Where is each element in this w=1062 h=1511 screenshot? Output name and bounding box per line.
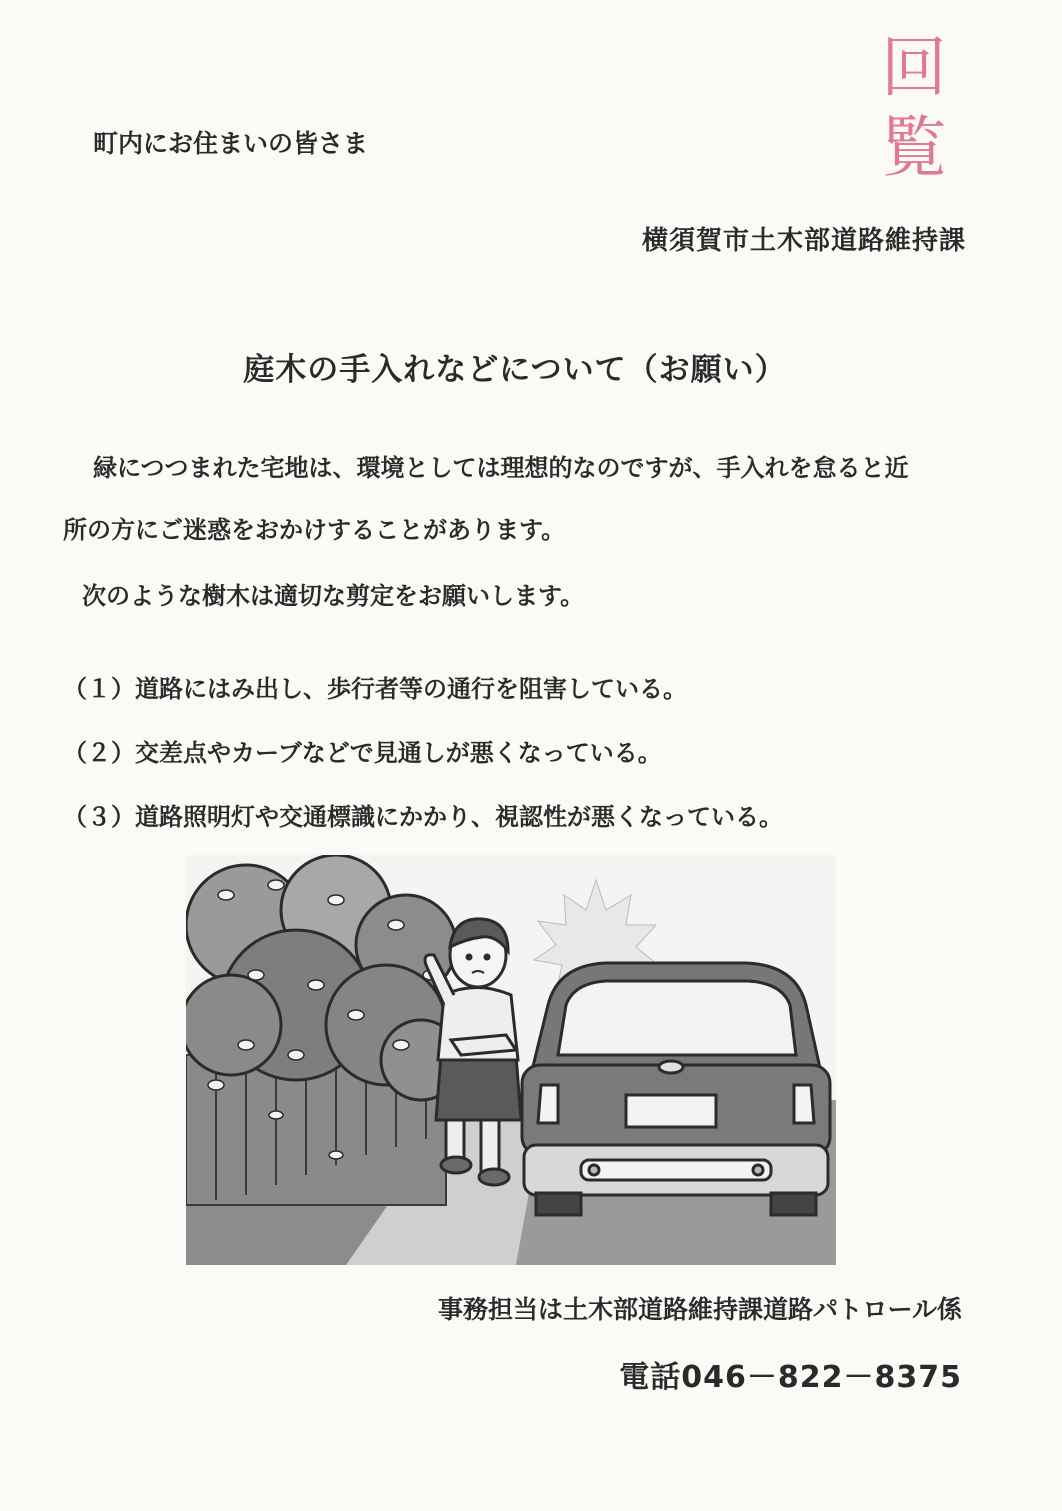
list-item-text: 交差点やカーブなどで見通しが悪くなっている。 (135, 739, 662, 767)
car (522, 963, 830, 1215)
body-paragraph-1: 緑につつまれた宅地は、環境としては理想的なのですが、手入れを怠ると近 (93, 454, 909, 482)
list-item-text: 道路にはみ出し、歩行者等の通行を阻害している。 (135, 675, 687, 703)
list-item-text: 道路照明灯や交通標識にかかり、視認性が悪くなっている。 (135, 803, 783, 831)
phone-number: 電話046－822－8375 (619, 1360, 962, 1395)
list-item (63, 797, 783, 832)
list-item-number: （１） (63, 675, 135, 703)
illustration (186, 855, 836, 1265)
stamp-line-2: 覧 (881, 109, 947, 186)
contact-office: 事務担当は土木部道路維持課道路パトロール係 (437, 1295, 962, 1324)
page-title: 庭木の手入れなどについて（お願い） (243, 352, 787, 388)
body-paragraph-2: 所の方にご迷惑をおかけすることがあります。 (63, 516, 566, 544)
stamp-line-1: 回 (881, 29, 947, 106)
list-item (63, 733, 662, 768)
body-paragraph-3: 次のような樹木は適切な剪定をお願いします。 (82, 582, 585, 610)
list-item (63, 669, 687, 704)
greeting: 町内にお住まいの皆さま (93, 129, 369, 158)
list-item-number: （３） (63, 803, 135, 831)
list-item-number: （２） (63, 739, 135, 767)
circulation-stamp (878, 28, 950, 188)
department-name: 横須賀市土木部道路維持課 (641, 226, 966, 256)
